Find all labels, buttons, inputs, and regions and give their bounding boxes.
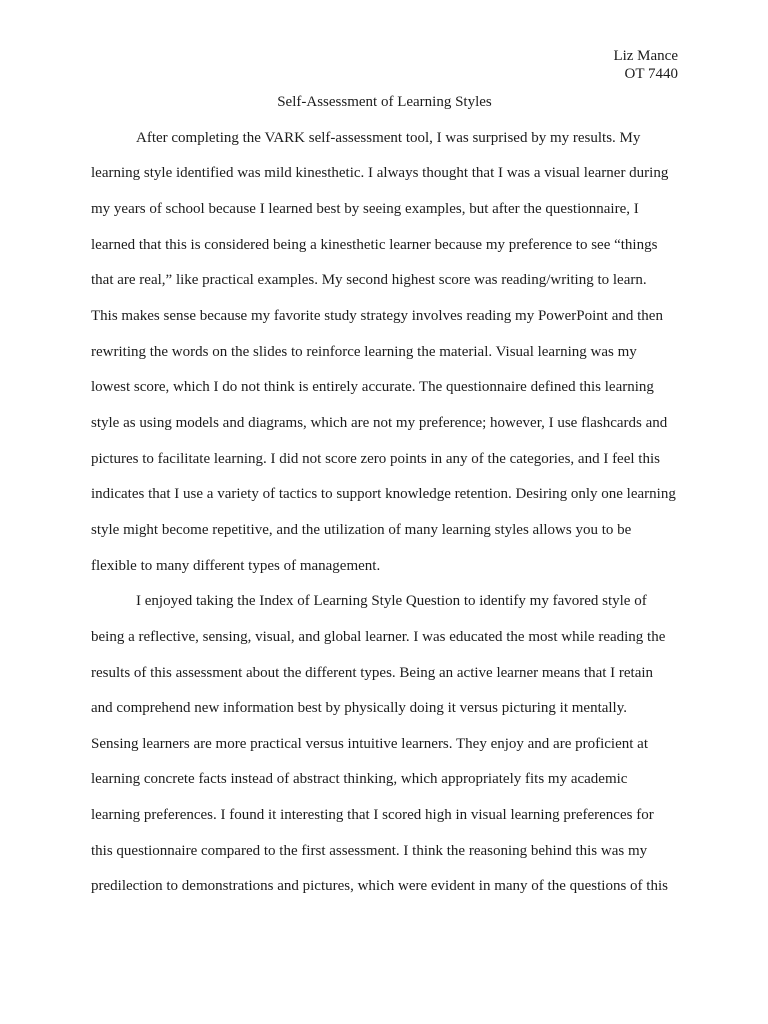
paragraph-line: learning concrete facts instead of abstract thinking, which appropriately fits my academic xyxy=(91,771,628,788)
paragraph-line: After completing the VARK self-assessment tool, I was surprised by my results. My xyxy=(136,129,641,146)
paragraph-line: I enjoyed taking the Index of Learning Style Question to identify my favored style of xyxy=(136,593,647,610)
header-block xyxy=(613,47,678,83)
paragraph-line: Sensing learners are more practical versus intuitive learners. They enjoy and are proficient at xyxy=(91,735,648,752)
document-body xyxy=(91,85,678,905)
paragraph-line: pictures to facilitate learning. I did not score zero points in any of the categories, and I feel this xyxy=(91,450,660,467)
course-code: OT 7440 xyxy=(624,66,678,82)
paragraph-line: lowest score, which I do not think is entirely accurate. The questionnaire defined this learning xyxy=(91,379,654,396)
paragraph-line: learning preferences. I found it interesting that I scored high in visual learning preferences for xyxy=(91,807,654,824)
paragraph-line: indicates that I use a variety of tactics to support knowledge retention. Desiring only one learning xyxy=(91,486,676,503)
paragraph-line: my years of school because I learned best by seeing examples, but after the questionnaire, I xyxy=(91,200,639,217)
paragraph-line: that are real,” like practical examples. My second highest score was reading/writing to learn. xyxy=(91,272,647,289)
author-name: Liz Mance xyxy=(613,48,678,64)
document-title: Self-Assessment of Learning Styles xyxy=(277,94,492,110)
paragraph-1 xyxy=(91,121,678,585)
paragraph-line: learned that this is considered being a kinesthetic learner because my preference to see “things xyxy=(91,236,658,253)
paragraph-line: and comprehend new information best by physically doing it versus picturing it mentally. xyxy=(91,700,628,717)
paragraph-line: learning style identified was mild kinesthetic. I always thought that I was a visual learner during xyxy=(91,165,669,182)
paragraph-line: flexible to many different types of management. xyxy=(91,557,381,574)
paragraph-line: this questionnaire compared to the first assessment. I think the reasoning behind this was my xyxy=(91,842,648,859)
paragraph-line: predilection to demonstrations and pictures, which were evident in many of the questions of this xyxy=(91,878,668,895)
paragraph-line: style as using models and diagrams, which are not my preference; however, I use flashcards and xyxy=(91,414,668,431)
paragraph-line: being a reflective, sensing, visual, and global learner. I was educated the most while reading the xyxy=(91,628,666,645)
paragraph-line: results of this assessment about the different types. Being an active learner means that I retain xyxy=(91,664,654,681)
paragraph-line: rewriting the words on the slides to reinforce learning the material. Visual learning was my xyxy=(91,343,637,360)
paragraph-2 xyxy=(91,584,678,905)
paragraph-line: style might become repetitive, and the utilization of many learning styles allows you to be xyxy=(91,521,632,538)
paragraph-line: This makes sense because my favorite study strategy involves reading my PowerPoint and then xyxy=(91,307,663,324)
